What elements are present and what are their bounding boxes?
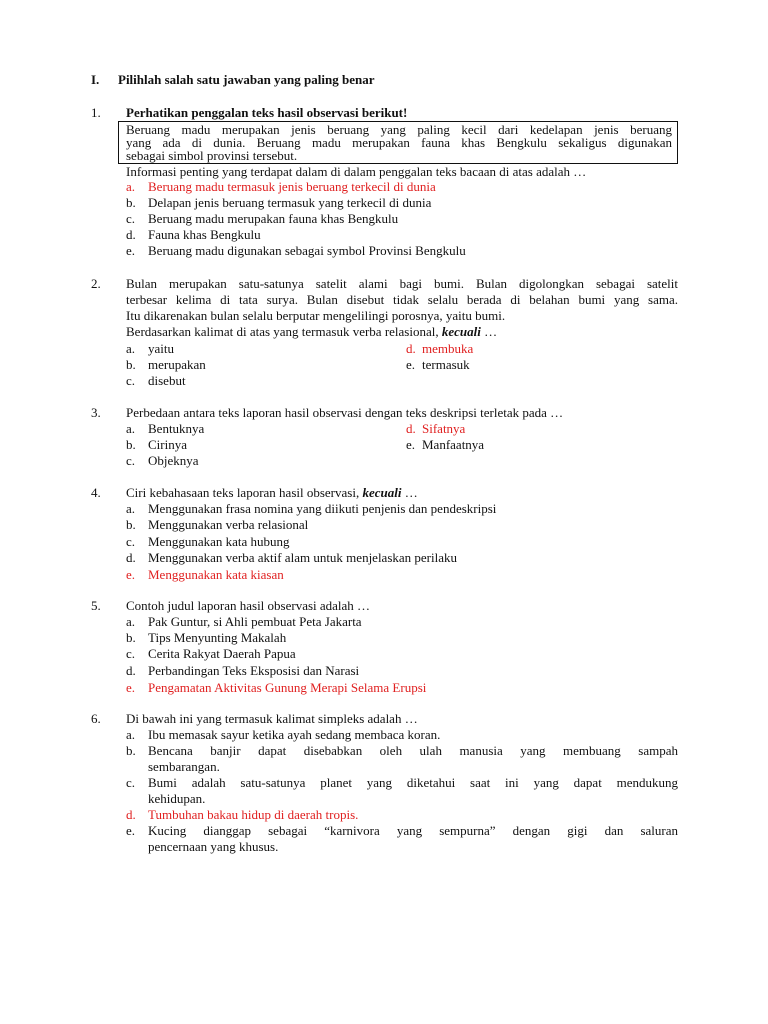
option-text[interactable]: Manfaatnya xyxy=(422,437,485,452)
question-number: 6. xyxy=(91,711,101,726)
option-text[interactable]: Menggunakan verba aktif alam untuk menjelaskan perilaku xyxy=(148,550,458,565)
question-text: Di bawah ini yang termasuk kalimat simpleks adalah … xyxy=(126,711,418,726)
question-prefix: Berdasarkan kalimat di atas yang termasuk verba relasional, xyxy=(126,324,442,339)
option-letter: c. xyxy=(126,453,136,468)
option-letter: a. xyxy=(126,421,136,436)
option-text[interactable]: disebut xyxy=(148,373,186,388)
passage-line: sebagai simbol provinsi tersebut. xyxy=(126,148,298,163)
option-text[interactable]: Bentuknya xyxy=(148,421,205,436)
question-text xyxy=(126,485,418,501)
option-text[interactable]: merupakan xyxy=(148,357,206,372)
option-letter: a. xyxy=(126,501,136,516)
option-text[interactable]: Menggunakan frasa nomina yang diikuti penjenis dan pendeskripsi xyxy=(148,501,497,516)
option-text[interactable]: termasuk xyxy=(422,357,470,372)
question-number: 2. xyxy=(91,276,101,291)
question-suffix: … xyxy=(401,485,418,500)
option-letter: b. xyxy=(126,437,136,452)
option-text[interactable]: Kucing dianggap sebagai “karnivora yang sempurna” dengan gigi dan saluran xyxy=(148,823,678,838)
option-text-correct[interactable]: Beruang madu termasuk jenis beruang terkecil di dunia xyxy=(148,179,436,194)
option-text[interactable]: Pak Guntur, si Ahli pembuat Peta Jakarta xyxy=(148,614,362,629)
option-letter: b. xyxy=(126,630,136,645)
option-letter: b. xyxy=(126,357,136,372)
section-instruction: Pilihlah salah satu jawaban yang paling benar xyxy=(118,72,375,87)
option-letter: e. xyxy=(126,823,136,838)
option-text[interactable]: Tips Menyunting Makalah xyxy=(148,630,287,645)
option-text-correct[interactable]: membuka xyxy=(422,341,474,356)
question-text xyxy=(126,324,497,340)
option-letter: a. xyxy=(126,614,136,629)
option-text-continuation[interactable]: pencernaan yang khusus. xyxy=(148,839,279,854)
option-letter: a. xyxy=(126,727,136,742)
option-text[interactable]: Delapan jenis beruang termasuk yang terkecil di dunia xyxy=(148,195,432,210)
option-letter: a. xyxy=(126,179,136,194)
option-text[interactable]: Beruang madu digunakan sebagai symbol Provinsi Bengkulu xyxy=(148,243,466,258)
option-letter: c. xyxy=(126,534,136,549)
option-text[interactable]: Bencana banjir dapat disebabkan oleh ulah manusia yang membuang sampah xyxy=(148,743,678,758)
option-letter: c. xyxy=(126,775,136,790)
option-letter: b. xyxy=(126,743,136,758)
option-letter: c. xyxy=(126,373,136,388)
option-letter: b. xyxy=(126,517,136,532)
observation-passage-box xyxy=(118,121,678,164)
option-letter: c. xyxy=(126,211,136,226)
option-letter: d. xyxy=(126,807,136,822)
option-letter: e. xyxy=(126,243,136,258)
option-text[interactable]: Cirinya xyxy=(148,437,187,452)
option-text[interactable]: Perbandingan Teks Eksposisi dan Narasi xyxy=(148,663,360,678)
section-number: I. xyxy=(91,72,100,87)
question-suffix: … xyxy=(480,324,498,339)
option-letter: d. xyxy=(406,421,416,436)
option-text[interactable]: Fauna khas Bengkulu xyxy=(148,227,261,242)
option-letter: a. xyxy=(126,341,136,356)
option-letter: e. xyxy=(126,680,136,695)
question-number: 1. xyxy=(91,105,101,120)
option-text[interactable]: Ibu memasak sayur ketika ayah sedang membaca koran. xyxy=(148,727,441,742)
option-letter: e. xyxy=(406,357,416,372)
question-line: terbesar kelima di tata surya. Bulan disebut tidak selalu berada di belahan bumi yang sama. xyxy=(126,292,678,307)
option-text[interactable]: Bumi adalah satu-satunya planet yang diketahui saat ini yang dapat mendukung xyxy=(148,775,678,790)
option-text-correct[interactable]: Tumbuhan bakau hidup di daerah tropis. xyxy=(148,807,359,822)
option-letter: e. xyxy=(126,567,136,582)
option-text-continuation[interactable]: sembarangan. xyxy=(148,759,220,774)
question-line: Itu dikarenakan bulan selalu berputar mengelilingi porosnya, yaitu bumi. xyxy=(126,308,506,323)
option-letter: b. xyxy=(126,195,136,210)
option-letter: d. xyxy=(126,550,136,565)
question-text: Informasi penting yang terdapat dalam di dalam penggalan teks bacaan di atas adalah … xyxy=(126,164,587,179)
option-letter: e. xyxy=(406,437,416,452)
option-text[interactable]: Menggunakan kata hubung xyxy=(148,534,290,549)
question-number: 4. xyxy=(91,485,101,500)
option-text-correct[interactable]: Pengamatan Aktivitas Gunung Merapi Selama Erupsi xyxy=(148,680,427,695)
passage-line: Beruang madu merupakan jenis beruang yang paling kecil dari kedelapan jenis beruang xyxy=(126,122,672,137)
question-line: Bulan merupakan satu-satunya satelit alami bagi bumi. Bulan digolongkan sebagai satelit xyxy=(126,276,678,291)
question-text: Perbedaan antara teks laporan hasil observasi dengan teks deskripsi terletak pada … xyxy=(126,405,564,420)
question-prefix: Ciri kebahasaan teks laporan hasil observasi, xyxy=(126,485,363,500)
passage-line: yang ada di dunia. Beruang madu merupakan fauna khas Bengkulu sekaligus digunakan xyxy=(126,135,672,150)
option-text[interactable]: Cerita Rakyat Daerah Papua xyxy=(148,646,296,661)
option-text-continuation[interactable]: kehidupan. xyxy=(148,791,206,806)
option-text[interactable]: Menggunakan verba relasional xyxy=(148,517,309,532)
question-prompt: Perhatikan penggalan teks hasil observasi berikut! xyxy=(126,105,408,120)
option-letter: d. xyxy=(126,663,136,678)
option-text-correct[interactable]: Sifatnya xyxy=(422,421,466,436)
question-emphasis: kecuali xyxy=(362,485,402,500)
question-number: 3. xyxy=(91,405,101,420)
option-letter: c. xyxy=(126,646,136,661)
option-text-correct[interactable]: Menggunakan kata kiasan xyxy=(148,567,284,582)
option-letter: d. xyxy=(406,341,416,356)
option-text[interactable]: Beruang madu merupakan fauna khas Bengkulu xyxy=(148,211,399,226)
option-text[interactable]: Objeknya xyxy=(148,453,199,468)
option-text[interactable]: yaitu xyxy=(148,341,174,356)
question-text: Contoh judul laporan hasil observasi adalah … xyxy=(126,598,371,613)
question-emphasis: kecuali xyxy=(441,324,481,339)
option-letter: d. xyxy=(126,227,136,242)
question-number: 5. xyxy=(91,598,101,613)
